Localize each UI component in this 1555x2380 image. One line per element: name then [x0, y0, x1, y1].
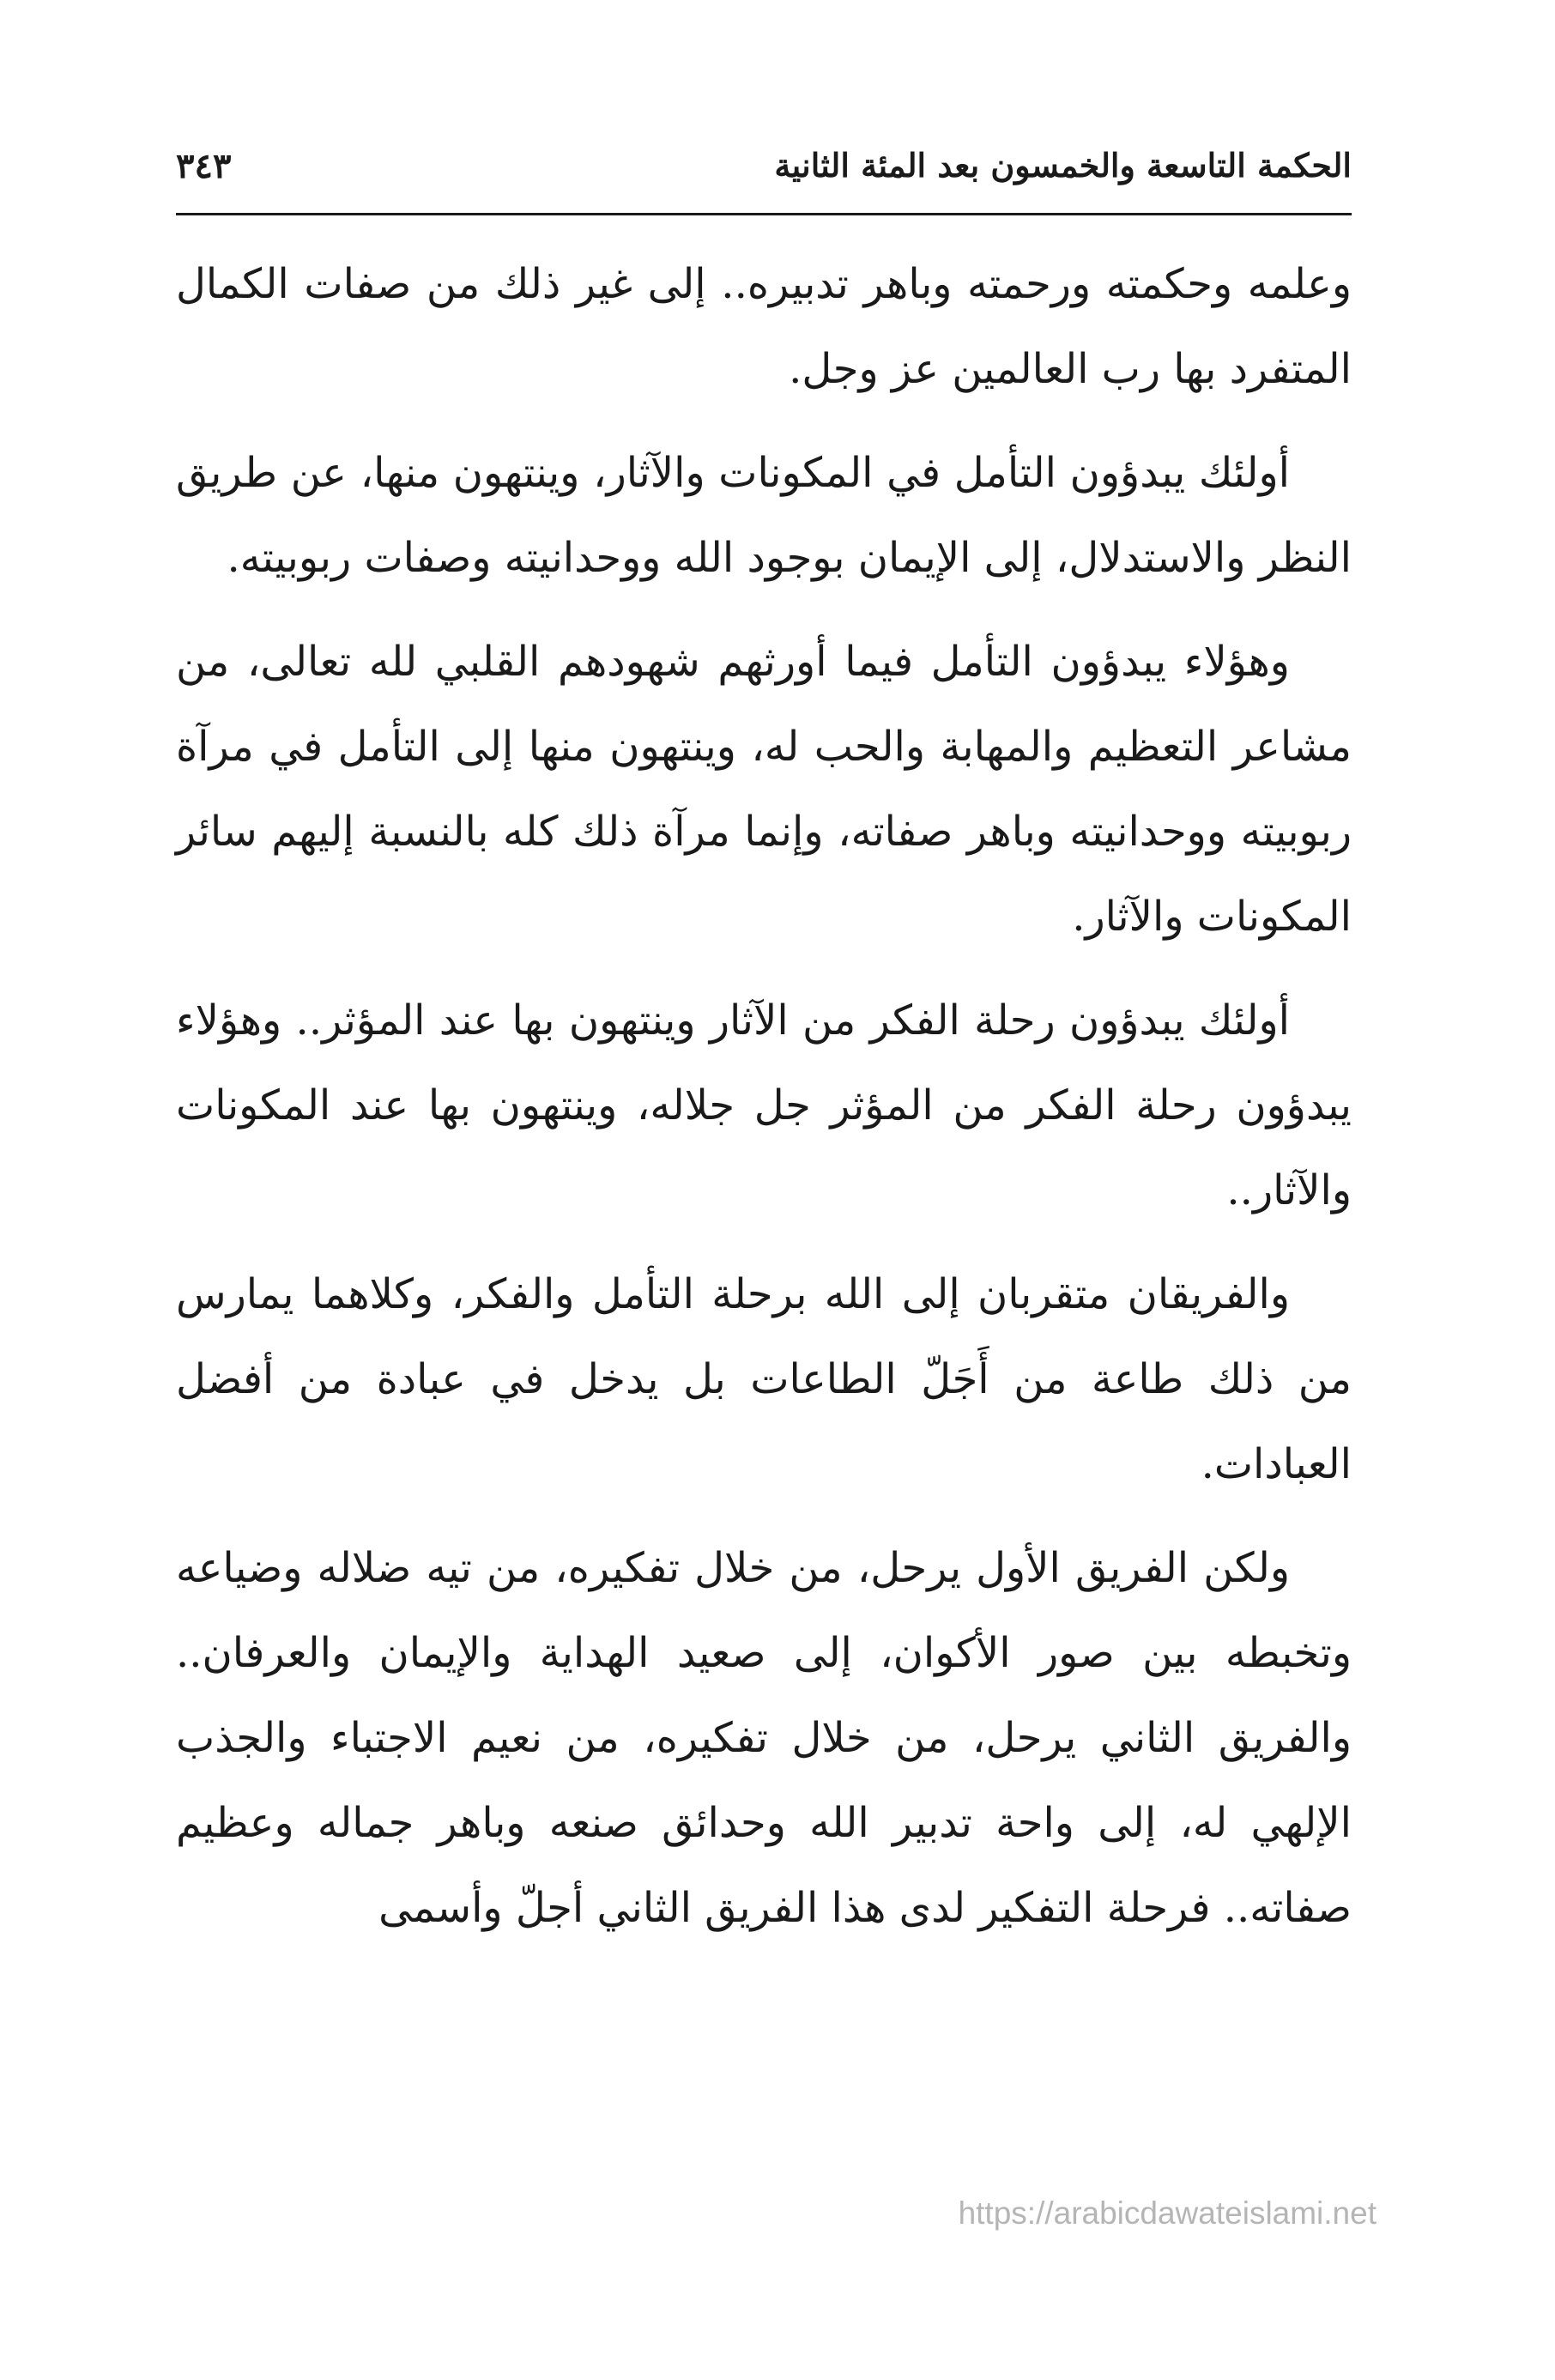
page-header: [176, 137, 1352, 197]
paragraph: والفريقان متقربان إلى الله برحلة التأمل والفكر، وكلاهما يمارس من ذلك طاعة من أَجَلّ الطاعات بل يدخل في عبادة من أفضل العبادات.: [176, 1270, 1352, 1488]
source-watermark: https://arabicdawateislami.net: [958, 2195, 1377, 2231]
page-number: ٣٤٣: [176, 146, 232, 186]
paragraph: وهؤلاء يبدؤون التأمل فيما أورثهم شهودهم القلبي لله تعالى، من مشاعر التعظيم والمهابة والحب له، وينتهون منها إلى التأمل في مرآة ربوبيته ووحدانيته وباهر صفاته، وإنما مرآة ذلك كله بالنسبة إليهم سائر المكونات والآثار.: [176, 638, 1352, 941]
header-divider: [176, 213, 1352, 215]
paragraph: أولئك يبدؤون رحلة الفكر من الآثار وينتهون بها عند المؤثر.. وهؤلاء يبدؤون رحلة الفكر من المؤثر جل جلاله، وينتهون بها عند المكونات والآثار..: [176, 996, 1352, 1214]
body-text: [176, 242, 1352, 1970]
paragraph: ولكن الفريق الأول يرحل، من خلال تفكيره، من تيه ضلاله وضياعه وتخبطه بين صور الأكوان، إلى صعيد الهداية والإيمان والعرفان.. والفريق الثاني يرحل، من خلال تفكيره، من نعيم الاجتباء والجذب الإلهي له، إلى واحة تدبير الله وحدائق صنعه وباهر جماله وعظيم صفاته.. فرحلة التفكير لدى هذا الفريق الثاني أجلّ وأسمى: [176, 1544, 1352, 1932]
paragraph: أولئك يبدؤون التأمل في المكونات والآثار، وينتهون منها، عن طريق النظر والاستدلال، إلى الإيمان بوجود الله ووحدانيته وصفات ربوبيته.: [176, 449, 1352, 582]
running-title: الحكمة التاسعة والخمسون بعد المئة الثانية: [774, 146, 1352, 185]
paragraph-continuation: وعلمه وحكمته ورحمته وباهر تدبيره.. إلى غير ذلك من صفات الكمال المتفرد بها رب العالمين عز وجل.: [176, 260, 1352, 393]
